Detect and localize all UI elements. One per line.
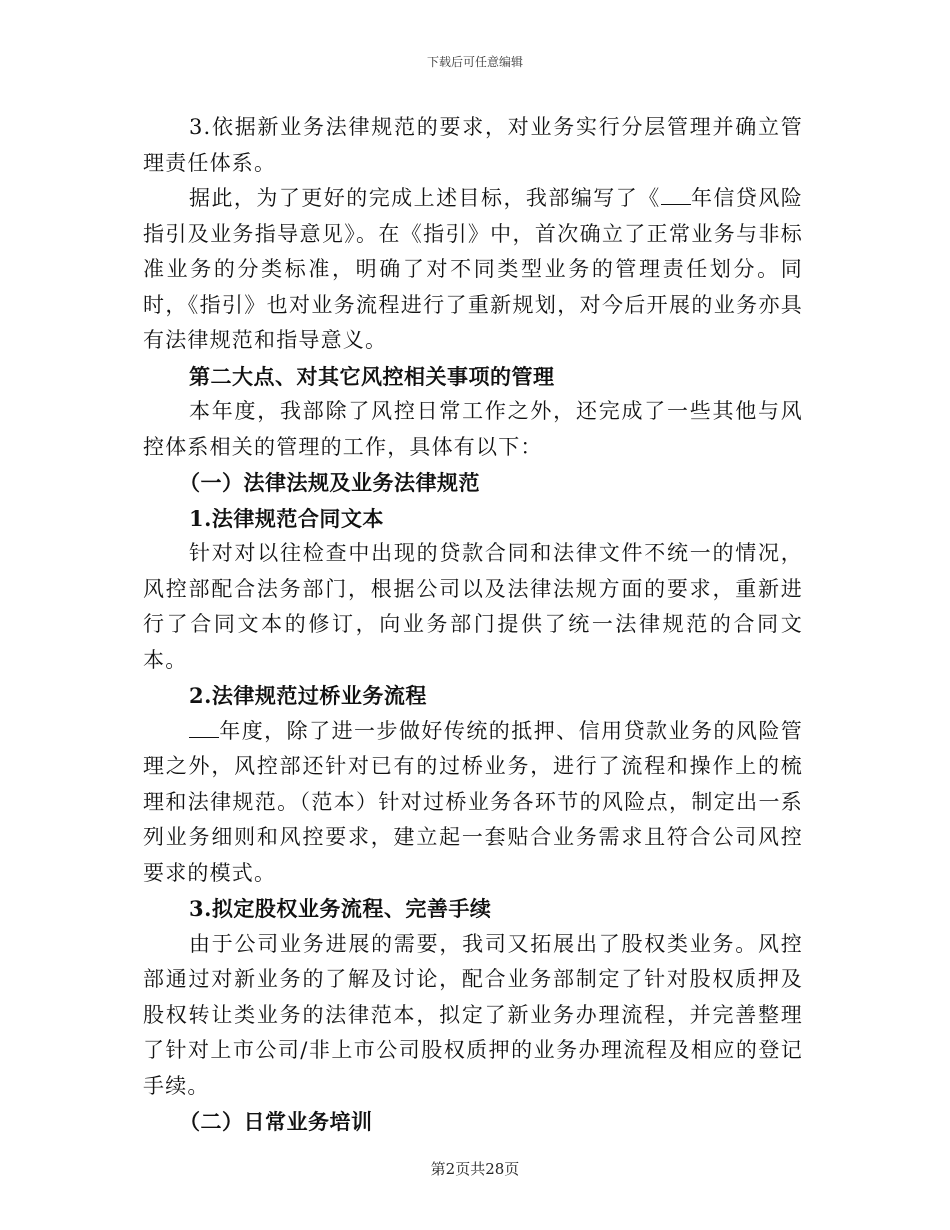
paragraph-bridge-business bbox=[143, 714, 803, 892]
paragraph-equity-business: 由于公司业务进展的需要，我司又拓展出了股权类业务。风控部通过对新业务的了解及讨论，配合业务部制定了针对股权质押及股权转让类业务的法律范本，拟定了新业务办理流程，并完善整理了针对上市公司/非上市公司股权质押的业务办理流程及相应的登记手续。 bbox=[143, 931, 803, 1098]
item-heading-2: 2.法律规范过桥业务流程 bbox=[189, 683, 427, 708]
paragraph-guideline-start: 据此，为了更好的完成上述目标，我部编写了《 bbox=[189, 186, 661, 210]
page-header: 下载后可任意编辑 bbox=[426, 55, 523, 69]
item-heading-3: 3.拟定股权业务流程、完善手续 bbox=[189, 896, 492, 921]
paragraph-guideline bbox=[143, 181, 803, 359]
item-heading-1: 1.法律规范合同文本 bbox=[189, 505, 384, 531]
page-footer: 第2页共28页 bbox=[430, 1160, 520, 1178]
year-blank-2 bbox=[189, 719, 219, 738]
paragraph-bridge-business-text: 年度，除了进一步做好传统的抵押、信用贷款业务的风险管理之外，风控部还针对已有的过桥业务，进行了流程和操作上的梳理和法律规范。（范本）针对过桥业务各环节的风险点，制定出一系列业务细则和风控要求，建立起一套贴合业务需求且符合公司风控要求的模式。 bbox=[143, 718, 803, 885]
paragraph-section-2-intro: 本年度，我部除了风控日常工作之外，还完成了一些其他与风控体系相关的管理的工作，具体有以下： bbox=[143, 399, 803, 459]
paragraph-guideline-rest: 年信贷风险指引及业务指导意见》。在《指引》中，首次确立了正常业务与非标准业务的分类标准，明确了对不同类型业务的管理责任划分。同时，《指引》也对业务流程进行了重新规划，对今后开展的业务亦具有法律规范和指导意义。 bbox=[143, 186, 804, 352]
subsection-heading-2: （二）日常业务培训 bbox=[179, 1109, 373, 1134]
section-heading-2: 第二大点、对其它风控相关事项的管理 bbox=[189, 363, 555, 389]
document-body bbox=[143, 110, 803, 1140]
subsection-heading-1: （一）法律法规及业务法律规范 bbox=[179, 470, 480, 495]
paragraph-item-3: 3.依据新业务法律规范的要求，对业务实行分层管理并确立管理责任体系。 bbox=[143, 115, 803, 175]
year-blank bbox=[661, 186, 691, 205]
paragraph-contract-text: 针对对以往检查中出现的贷款合同和法律文件不统一的情况，风控部配合法务部门，根据公司以及法律法规方面的要求，重新进行了合同文本的修订，向业务部门提供了统一法律规范的合同文本。 bbox=[143, 541, 803, 672]
